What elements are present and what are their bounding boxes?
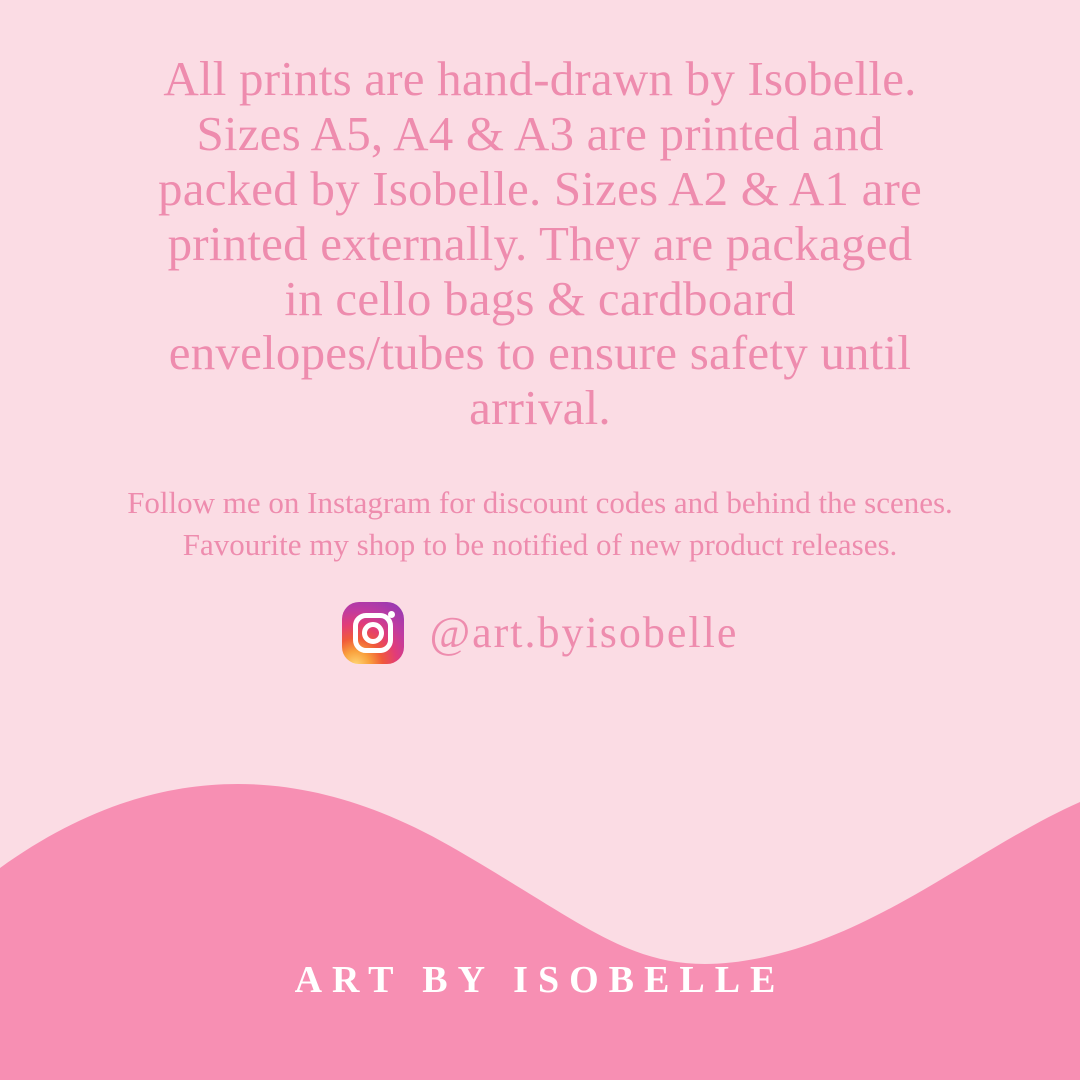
main-paragraph: All prints are hand-drawn by Isobelle. Sizes A5, A4 & A3 are printed and packed by Isobelle. Sizes A2 & A1 are printed externally. They are packaged in cello bags & cardboard envelopes/tubes to ensure safety until arrival. [158, 51, 922, 436]
brand-name: ART BY ISOBELLE [294, 959, 786, 1001]
instagram-handle-row[interactable] [0, 602, 1080, 664]
secondary-paragraph: Follow me on Instagram for discount codes and behind the scenes. Favourite my shop to be notified of new product releases. [127, 485, 953, 562]
instagram-handle-text[interactable]: @art.byisobelle [429, 608, 739, 658]
instagram-icon-dot [388, 611, 395, 618]
instagram-icon-lens [362, 622, 384, 644]
wave-decoration [0, 750, 1080, 1080]
instagram-icon[interactable] [342, 602, 404, 664]
